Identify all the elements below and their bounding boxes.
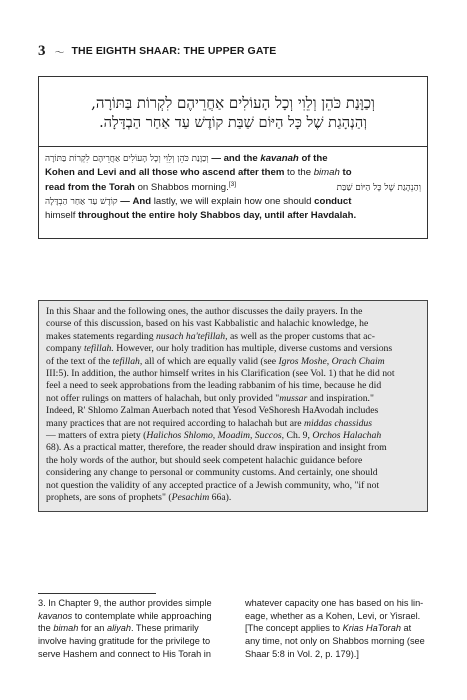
note-line bbox=[46, 393, 422, 405]
footnote-line: 3. In Chapter 9, the author provides simple bbox=[38, 598, 212, 608]
plain-text: on Shabbos morning. bbox=[134, 181, 229, 193]
italic-term: Krias HaTorah bbox=[342, 623, 401, 634]
ornament-icon: 〜 bbox=[54, 47, 65, 59]
hebrew-phrase: וְכַוָּנַת כֹּהֵן וְלֵוִי וְכָל הָעוֹלִים אַחֲרֵיהֶם לִקְרוֹת בַּתּוֹרָה bbox=[45, 154, 209, 164]
italic-term: nusach ha'tefillah, bbox=[156, 330, 228, 342]
note-line bbox=[46, 331, 422, 343]
plain-text: all of which are equally valid (see bbox=[142, 355, 279, 367]
commentary-line bbox=[45, 152, 421, 166]
hebrew-line-1: וְכַוָּנַת כֹּהֵן וְלֵוִי וְכָל הָעוֹלִים אַחֲרֵיהֶם לִקְרוֹת בַּתּוֹרָה, bbox=[91, 94, 375, 112]
italic-term: middas chassidus bbox=[303, 417, 373, 429]
italic-term: bimah bbox=[313, 167, 340, 179]
note-line: In this Shaar and the following ones, the author discusses the daily prayers. In the bbox=[46, 306, 363, 317]
plain-text: many practices that are not required according to halachah but are bbox=[46, 417, 304, 429]
plain-text: himself bbox=[45, 210, 79, 222]
note-line bbox=[46, 343, 422, 355]
footnote-ref[interactable]: [3] bbox=[228, 180, 237, 188]
italic-term: kavanos bbox=[38, 610, 73, 621]
note-line bbox=[46, 492, 422, 504]
hebrew-phrase: וְהַנְהָגַת שֶׁל כָּל הַיּוֹם שַׁבַּת bbox=[336, 182, 421, 193]
footnote-line: involve having gratitude for the privilege to bbox=[38, 636, 211, 647]
note-line bbox=[46, 418, 422, 430]
bold-text: of the bbox=[298, 153, 328, 164]
footnote-line: whatever capacity one has based on his lin- bbox=[245, 598, 424, 608]
italic-term: kavanah bbox=[260, 153, 299, 164]
running-header bbox=[38, 41, 438, 61]
footnote-column-right bbox=[245, 597, 428, 661]
note-line: III:5). In addition, the author himself writes in his Clarification (see Vol. 1) that he did not bbox=[46, 368, 395, 380]
bold-text: and the bbox=[223, 153, 261, 164]
page-number: 3 bbox=[38, 42, 46, 59]
editor-note-text bbox=[46, 306, 422, 505]
plain-text: 66a). bbox=[209, 492, 232, 504]
italic-citation: Igros Moshe, Orach Chaim bbox=[278, 355, 385, 367]
running-title: THE EIGHTH SHAAR: THE UPPER GATE bbox=[71, 45, 277, 57]
plain-text: [The concept applies to bbox=[245, 623, 343, 634]
italic-citation: Halichos Shlomo, Moadim, Succos, bbox=[146, 430, 285, 442]
footnote-line: any time, not only on Shabbos morning (see bbox=[245, 636, 425, 647]
bold-text: Kohen and Levi and all those who ascend after them bbox=[45, 167, 285, 179]
footnote-line: eage, whether as a Kohen, Levi, or Yisrael. bbox=[245, 610, 421, 621]
note-line bbox=[46, 430, 422, 442]
bold-text: throughout the entire holy Shabbos day, until after Havdalah. bbox=[78, 210, 357, 222]
italic-term: tefillah. bbox=[83, 343, 114, 355]
italic-term: mussar bbox=[279, 392, 308, 404]
italic-term: tefillah, bbox=[112, 355, 143, 367]
plain-text: not offer rulings on matters of halachah, but only provided " bbox=[46, 392, 280, 404]
plain-text: to the bbox=[284, 167, 314, 179]
plain-text: company bbox=[46, 343, 84, 355]
note-line: course of this discussion, based on his vast Kabbalistic and halachic knowledge, he bbox=[46, 318, 369, 330]
italic-term: bimah bbox=[53, 623, 79, 634]
bold-text: to bbox=[339, 167, 352, 179]
plain-text: However, our holy tradition has multiple, diverse customs and versions bbox=[113, 343, 393, 355]
commentary-line bbox=[45, 166, 421, 180]
italic-citation: Orchos Halachah bbox=[312, 430, 382, 442]
footnote-line bbox=[38, 622, 221, 635]
bold-text: read from the Torah bbox=[45, 181, 135, 193]
hebrew-source-text bbox=[38, 93, 428, 133]
italic-term: aliyah bbox=[106, 623, 131, 634]
plain-text: Ch. 9, bbox=[284, 430, 313, 442]
plain-text: lastly, we will explain how one should bbox=[151, 195, 315, 207]
plain-text: . These primarily bbox=[130, 623, 199, 634]
plain-text: the bbox=[38, 623, 54, 634]
plain-text: and inspiration." bbox=[307, 392, 374, 404]
frame-divider bbox=[38, 146, 428, 147]
bold-text: And bbox=[132, 195, 152, 207]
note-line: Indeed, R' Shlomo Zalman Auerbach noted that Yesod VeShoresh HaAvodah includes bbox=[46, 405, 379, 417]
plain-text: of the text of the bbox=[46, 355, 113, 367]
hebrew-phrase: קוֹדֶשׁ עַד אַחַר הַבְדָּלָה bbox=[45, 196, 118, 207]
hebrew-line-2: וְהַנְהָגַת שֶׁל כָּל הַיּוֹם שַׁבַּת קוֹדֶשׁ עַד אַחַר הַבְדָּלָה. bbox=[99, 115, 367, 131]
note-line bbox=[46, 356, 422, 368]
footnote-line: serve Hashem and connect to His Torah in bbox=[38, 648, 211, 659]
footnote-line: Shaar 5:8 in Vol. 2, p. 179).] bbox=[245, 648, 359, 659]
footnote-line bbox=[38, 610, 221, 623]
commentary-line bbox=[45, 209, 421, 223]
plain-text: to contemplate while approaching bbox=[72, 610, 212, 621]
plain-text: as well as the proper customs that ac- bbox=[227, 330, 375, 342]
dash: — bbox=[117, 195, 133, 207]
plain-text: at bbox=[400, 623, 412, 634]
footnote-line bbox=[245, 622, 428, 635]
bold-text: conduct bbox=[314, 195, 352, 207]
note-line: considering any change to personal or community customs. And certainly, one should bbox=[46, 467, 378, 479]
dash: — bbox=[208, 153, 224, 164]
footnote-column-left bbox=[38, 597, 221, 661]
plain-text: — matters of extra piety ( bbox=[46, 430, 147, 442]
note-line: 68). As a practical matter, therefore, the reader should draw inspiration and insight from bbox=[46, 442, 387, 454]
plain-text: prophets, are sons of prophets" ( bbox=[46, 492, 172, 504]
commentary-line bbox=[45, 181, 421, 195]
commentary-line bbox=[45, 195, 421, 209]
plain-text: for an bbox=[78, 623, 107, 634]
note-line: the holy words of the author, but should seek competent halachic guidance before bbox=[46, 454, 363, 466]
note-line: feel a need to seek approbations from the leading rabbanim of his time, because he did bbox=[46, 380, 382, 392]
plain-text: makes statements regarding bbox=[46, 330, 157, 342]
note-line: not question the validity of any accepted practice of a Jewish community, who, "if not bbox=[46, 479, 380, 491]
commentary-text bbox=[45, 152, 421, 223]
footnote-divider bbox=[38, 593, 156, 594]
italic-citation: Pesachim bbox=[171, 492, 210, 504]
